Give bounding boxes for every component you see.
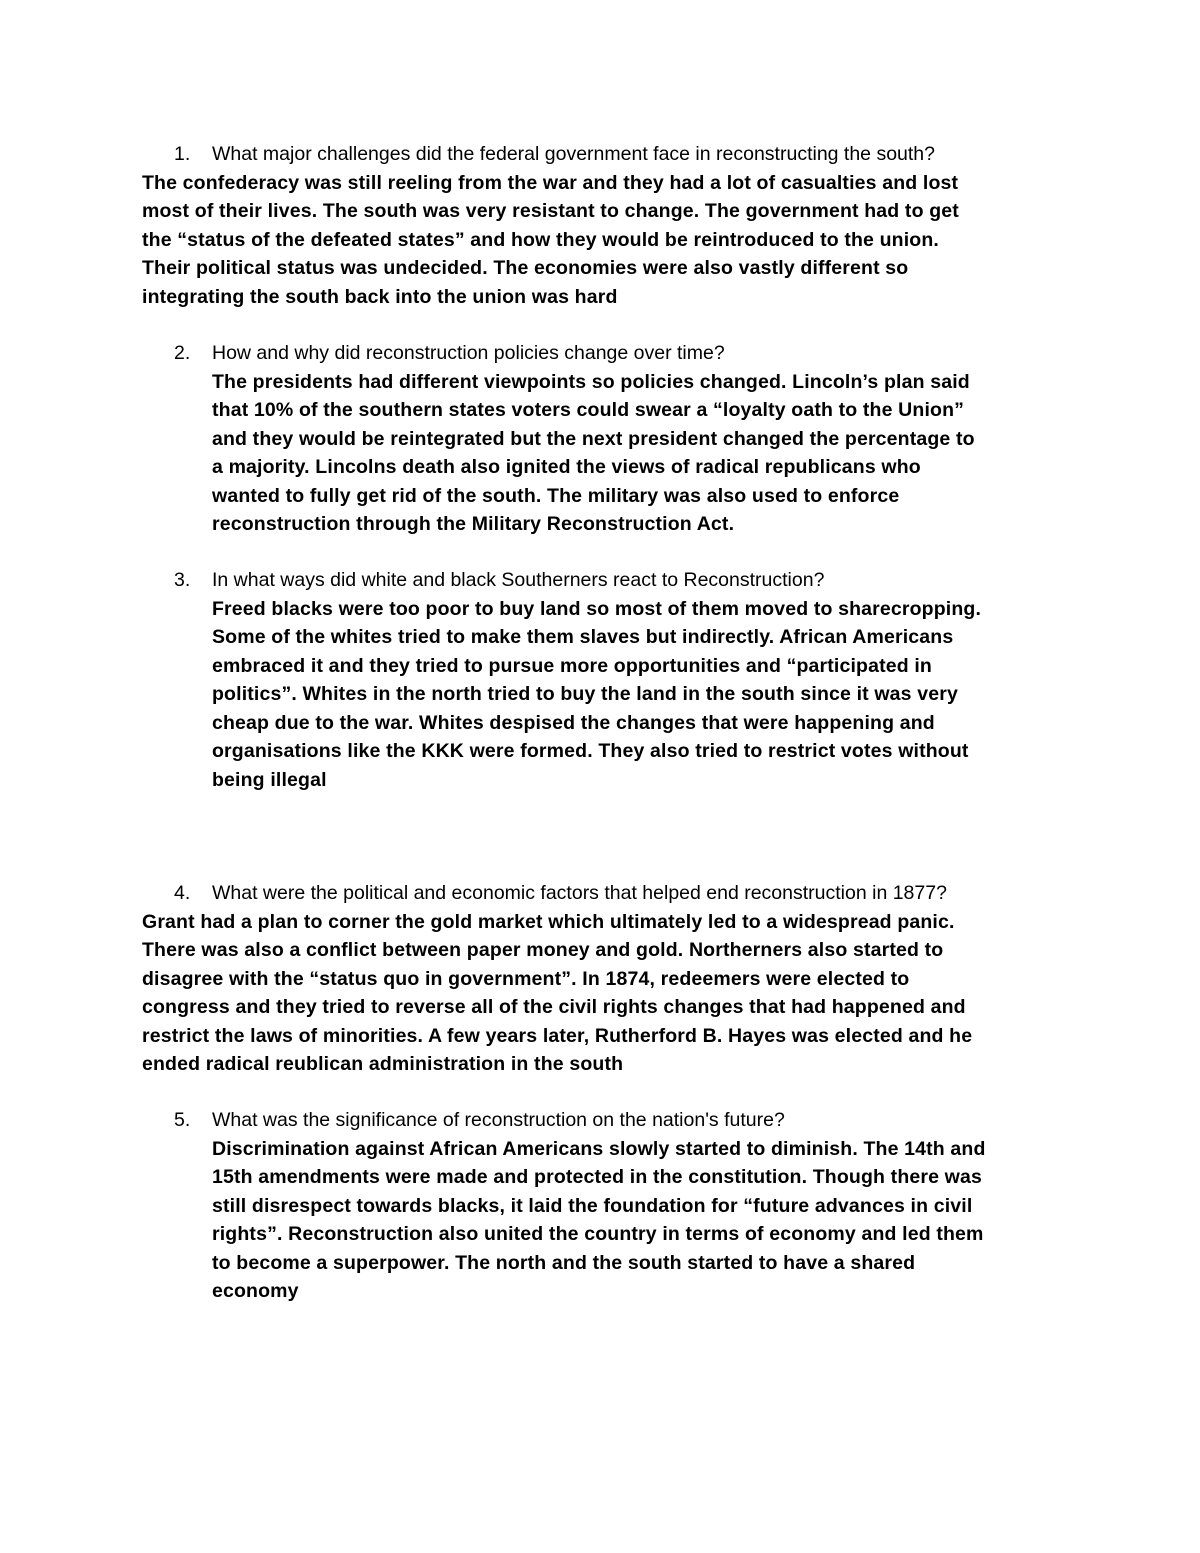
qa-item-5 xyxy=(142,1106,1062,1306)
answer-line: and they would be reintegrated but the next president changed the percentage to xyxy=(212,427,975,450)
answer-line: politics”. Whites in the north tried to buy the land in the south since it was very xyxy=(212,683,958,705)
question-2 xyxy=(142,339,1062,368)
answer-line: cheap due to the war. Whites despised the changes that were happening and xyxy=(212,711,935,734)
answer-line: Their political status was undecided. The economies were also vastly different so xyxy=(142,257,909,279)
answer-line: rights”. Reconstruction also united the country in terms of economy and led them xyxy=(212,1223,984,1245)
answer-2 xyxy=(142,368,1062,539)
answer-line: to become a superpower. The north and the south started to have a shared xyxy=(212,1251,916,1274)
answer-line: most of their lives. The south was very resistant to change. The government had to get xyxy=(142,200,959,222)
answer-line: The confederacy was still reeling from the war and they had a lot of casualties and lost xyxy=(142,171,959,194)
answer-4 xyxy=(142,908,1062,1079)
answer-line: ended radical reublican administration in the south xyxy=(142,1053,624,1075)
answer-5 xyxy=(142,1135,1062,1306)
question-3 xyxy=(142,566,1062,595)
answer-line: disagree with the “status quo in government”. In 1874, redeemers were elected to xyxy=(142,967,910,990)
question-number: 3. xyxy=(174,569,191,591)
answer-line: still disrespect towards blacks, it laid the foundation for “future advances in civil xyxy=(212,1194,973,1217)
question-text: How and why did reconstruction policies change over time? xyxy=(212,342,725,364)
answer-line: reconstruction through the Military Reconstruction Act. xyxy=(212,513,735,535)
qa-item-2 xyxy=(142,339,1062,539)
answer-line: Discrimination against African Americans slowly started to diminish. The 14th and xyxy=(212,1137,986,1160)
question-text: What were the political and economic factors that helped end reconstruction in 1877? xyxy=(212,882,947,904)
answer-line: organisations like the KKK were formed. They also tried to restrict votes without xyxy=(212,740,969,762)
question-text: In what ways did white and black Southerners react to Reconstruction? xyxy=(212,569,825,591)
question-5 xyxy=(142,1106,1062,1135)
question-number: 4. xyxy=(174,882,191,904)
answer-line: integrating the south back into the union was hard xyxy=(142,285,618,308)
question-number: 5. xyxy=(174,1109,191,1131)
qa-item-1 xyxy=(142,140,1062,311)
question-text: What was the significance of reconstruction on the nation's future? xyxy=(212,1109,785,1131)
answer-line: The presidents had different viewpoints so policies changed. Lincoln’s plan said xyxy=(212,370,970,393)
answer-line: a majority. Lincolns death also ignited the views of radical republicans who xyxy=(212,456,921,478)
answer-line: wanted to fully get rid of the south. The military was also used to enforce xyxy=(212,484,900,507)
answer-line: Some of the whites tried to make them slaves but indirectly. African Americans xyxy=(212,626,954,648)
answer-line: 15th amendments were made and protected in the constitution. Though there was xyxy=(212,1166,982,1188)
answer-line: Grant had a plan to corner the gold market which ultimately led to a widespread panic. xyxy=(142,910,955,933)
answer-line: Freed blacks were too poor to buy land so most of them moved to sharecropping. xyxy=(212,597,982,620)
answer-line: economy xyxy=(212,1280,299,1302)
question-number: 1. xyxy=(174,143,191,165)
answer-line: the “status of the defeated states” and how they would be reintroduced to the union. xyxy=(142,228,939,251)
answer-3 xyxy=(142,595,1062,795)
answer-line: embraced it and they tried to pursue more opportunities and “participated in xyxy=(212,654,932,677)
answer-line: There was also a conflict between paper money and gold. Northerners also started to xyxy=(142,939,944,961)
question-number: 2. xyxy=(174,342,191,364)
qa-item-3 xyxy=(142,566,1062,794)
answer-line: being illegal xyxy=(212,768,327,791)
answer-line: that 10% of the southern states voters could swear a “loyalty oath to the Union” xyxy=(212,399,965,421)
answer-line: restrict the laws of minorities. A few years later, Rutherford B. Hayes was elected and he xyxy=(142,1024,973,1047)
question-1 xyxy=(142,140,1062,169)
answer-1 xyxy=(142,169,1062,312)
question-text: What major challenges did the federal government face in reconstructing the south? xyxy=(212,143,935,165)
qa-item-4 xyxy=(142,879,1062,1079)
question-4 xyxy=(142,879,1062,908)
answer-line: congress and they tried to reverse all of the civil rights changes that had happened and xyxy=(142,996,966,1018)
